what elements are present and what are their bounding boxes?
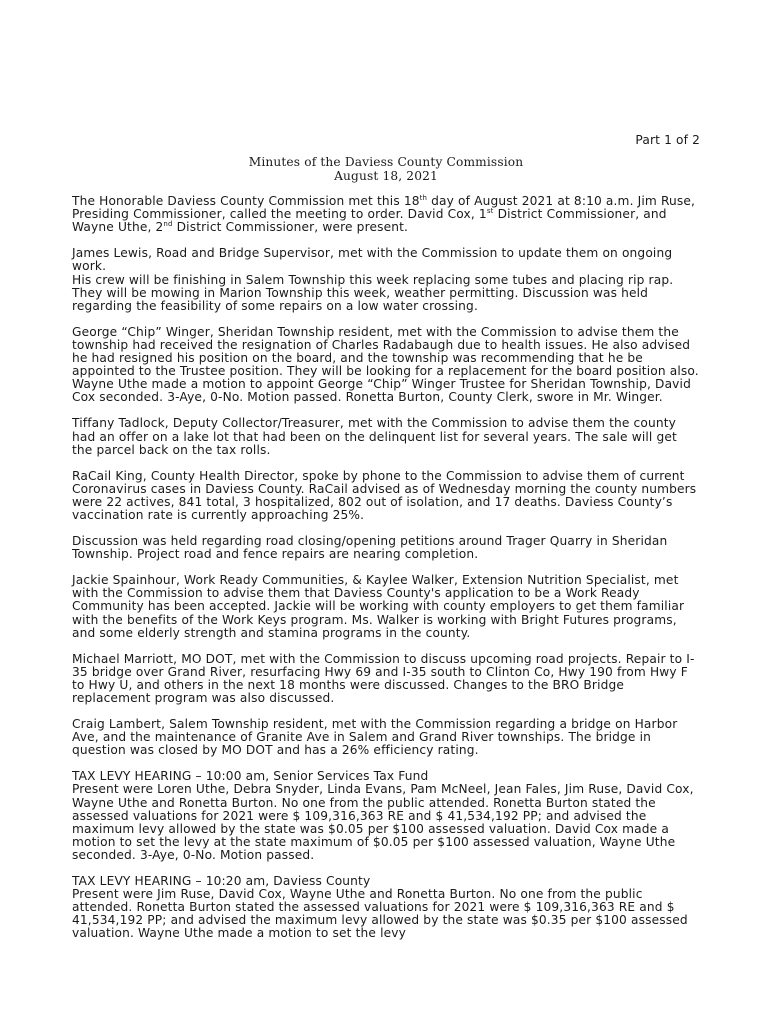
road-bridge-line1: James Lewis, Road and Bridge Supervisor, met with the Commission to update them on ongoing work. <box>72 246 673 274</box>
trager-paragraph: Discussion was held regarding road closing/opening petitions around Trager Quarry in Sheridan Township. Project road and fence repairs are nearing completion. <box>72 534 668 562</box>
part-label: Part 1 of 2 <box>635 133 700 147</box>
county-levy-hearing <box>72 875 700 940</box>
winger-paragraph: George “Chip” Winger, Sheridan Township resident, met with the Commission to advise them the township had received the resignation of Charles Radabaugh due to health issues. He also advised he had resigned his position on the board, and the township was recommending that he be appointed to the Trustee position. They will be looking for a replacement for the board position also. Wayne Uthe made a motion to appoint George “Chip” Winger Trustee for Sheridan Township, David Cox seconded. 3-Aye, 0-No. Motion passed. Ronetta Burton, County Clerk, swore in Mr. Winger. <box>72 324 699 405</box>
county-levy-heading: TAX LEVY HEARING – 10:20 am, Daviess County <box>72 874 371 889</box>
senior-levy-heading: TAX LEVY HEARING – 10:00 am, Senior Services Tax Fund <box>72 769 429 784</box>
road-bridge-paragraph <box>72 247 700 312</box>
lambert-paragraph: Craig Lambert, Salem Township resident, met with the Commission regarding a bridge on Harbor Ave, and the maintenance of Granite Ave in Salem and Grand River townships. The bridge in question was closed by MO DOT and has a 26% efficiency rating. <box>72 717 678 758</box>
road-bridge-line2: His crew will be finishing in Salem Township this week replacing some tubes and placing rip rap. They will be mowing in Marion Township this week, weather permitting. Discussion was held regarding the feasibility of some repairs on a low water crossing. <box>72 272 674 313</box>
senior-levy-hearing <box>72 770 700 862</box>
health-paragraph: RaCail King, County Health Director, spoke by phone to the Commission to advise them of current Coronavirus cases in Daviess County. RaCail advised as of Wednesday morning the county numbers were 22 actives, 841 total, 3 hospitalized, 802 out of isolation, and 17 deaths. Daviess County’s vaccination rate is currently approaching 25%. <box>72 468 697 522</box>
document-title: Minutes of the Daviess County Commission <box>248 155 524 170</box>
work-ready-paragraph: Jackie Spainhour, Work Ready Communities, & Kaylee Walker, Extension Nutrition Specialist, met with the Commission to advise them that Daviess County's application to be a Work Ready Community has been accepted. Jackie will be working with county employers to get them familiar with the benefits of the Work Keys program. Ms. Walker is working with Bright Futures programs, and some elderly strength and stamina programs in the county. <box>72 573 685 640</box>
senior-levy-body: Present were Loren Uthe, Debra Snyder, Linda Evans, Pam McNeel, Jean Fales, Jim Ruse, David Cox, Wayne Uthe and Ronetta Burton. No one from the public attended. Ronetta Burton stated the assessed valuations for 2021 were $ 109,316,363 RE and $ 41,534,192 PP; and advised the maximum levy allowed by the state was $0.05 per $100 assessed valuation. David Cox made a motion to set the levy at the state maximum of $0.05 per $100 assessed valuation, Wayne Uthe seconded. 3-Aye, 0-No. Motion passed. <box>72 782 694 862</box>
tadlock-paragraph: Tiffany Tadlock, Deputy Collector/Treasurer, met with the Commission to advise them the county had an offer on a lake lot that had been on the delinquent list for several years. The sale will get the parcel back on the tax rolls. <box>72 416 677 457</box>
intro-paragraph: The Honorable Daviess County Commission met this 18th day of August 2021 at 8:10 a.m. Jim Ruse, Presiding Commissioner, called the meeting to order. David Cox, 1st District Commissioner, and Wayne Uthe, 2nd District Commissioner, were present. <box>72 194 696 235</box>
document-page <box>72 134 700 954</box>
title-block <box>72 155 700 183</box>
document-date: August 18, 2021 <box>334 169 438 184</box>
county-levy-body: Present were Jim Ruse, David Cox, Wayne Uthe and Ronetta Burton. No one from the public attended. Ronetta Burton stated the assessed valuations for 2021 were $ 109,316,363 RE and $ 41,534,192 PP; and advised the maximum levy allowed by the state was $0.35 per $100 assessed valuation. Wayne Uthe made a motion to set the levy <box>72 887 688 941</box>
modot-paragraph: Michael Marriott, MO DOT, met with the Commission to discuss upcoming road projects. Repair to I-35 bridge over Grand River, resurfacing Hwy 69 and I-35 south to Clinton Co, Hwy 190 from Hwy F to Hwy U, and others in the next 18 months were discussed. Changes to the BRO Bridge replacement program was also discussed. <box>72 651 695 705</box>
